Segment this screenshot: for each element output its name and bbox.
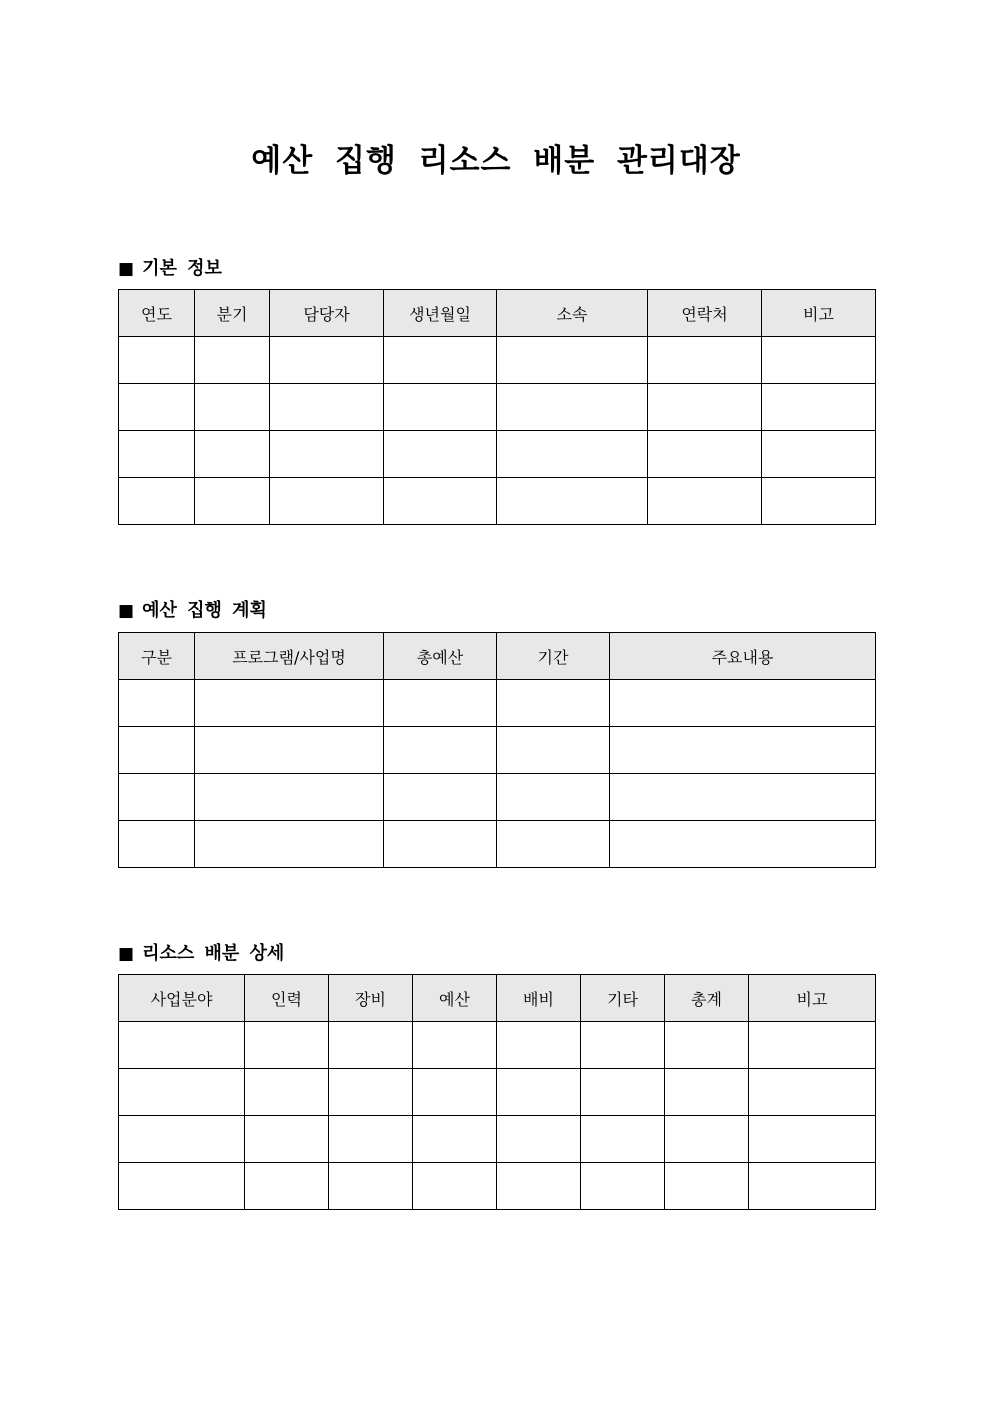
table-cell[interactable] [581, 1116, 665, 1163]
table-cell[interactable] [270, 431, 384, 478]
column-header: 배비 [497, 975, 581, 1022]
table-cell[interactable] [329, 1163, 413, 1210]
table-cell[interactable] [119, 1069, 245, 1116]
table-cell[interactable] [195, 478, 270, 525]
table-cell[interactable] [195, 431, 270, 478]
column-header: 사업분야 [119, 975, 245, 1022]
table-row [119, 1022, 876, 1069]
table-cell[interactable] [497, 1069, 581, 1116]
column-header: 담당자 [270, 290, 384, 337]
table-cell[interactable] [610, 680, 876, 727]
table-cell[interactable] [119, 478, 195, 525]
table-cell[interactable] [610, 821, 876, 868]
table-cell[interactable] [384, 680, 497, 727]
table-row [119, 1116, 876, 1163]
table-row [119, 337, 876, 384]
table-cell[interactable] [329, 1116, 413, 1163]
table-cell[interactable] [497, 431, 648, 478]
table-row [119, 821, 876, 868]
table-cell[interactable] [762, 337, 876, 384]
column-header: 생년월일 [384, 290, 497, 337]
table-cell[interactable] [119, 727, 195, 774]
table-cell[interactable] [119, 431, 195, 478]
section-title: 리소스 배분 상세 [142, 943, 285, 964]
table-cell[interactable] [413, 1116, 497, 1163]
column-header: 총예산 [384, 633, 497, 680]
table-cell[interactable] [581, 1163, 665, 1210]
budget-plan-table [118, 632, 876, 868]
table-cell[interactable] [413, 1163, 497, 1210]
column-header: 기타 [581, 975, 665, 1022]
table-cell[interactable] [329, 1069, 413, 1116]
table-header-row [119, 290, 876, 337]
table-cell[interactable] [749, 1022, 876, 1069]
square-bullet-icon: ■ [118, 944, 135, 964]
table-cell[interactable] [665, 1022, 749, 1069]
table-cell[interactable] [384, 337, 497, 384]
basic-info-table [118, 289, 876, 525]
column-header: 총계 [665, 975, 749, 1022]
table-cell[interactable] [497, 821, 610, 868]
table-cell[interactable] [384, 727, 497, 774]
table-cell[interactable] [195, 774, 384, 821]
table-cell[interactable] [270, 384, 384, 431]
table-cell[interactable] [119, 1022, 245, 1069]
table-cell[interactable] [665, 1163, 749, 1210]
table-row [119, 774, 876, 821]
section-title: 예산 집행 계획 [142, 600, 267, 621]
column-header: 주요내용 [610, 633, 876, 680]
column-header: 비고 [762, 290, 876, 337]
table-cell[interactable] [648, 431, 762, 478]
table-cell[interactable] [245, 1022, 329, 1069]
table-row [119, 478, 876, 525]
table-cell[interactable] [195, 727, 384, 774]
table-cell[interactable] [497, 337, 648, 384]
table-cell[interactable] [762, 478, 876, 525]
table-cell[interactable] [665, 1116, 749, 1163]
table-row [119, 431, 876, 478]
table-cell[interactable] [648, 384, 762, 431]
table-cell[interactable] [384, 821, 497, 868]
table-cell[interactable] [245, 1069, 329, 1116]
table-cell[interactable] [119, 337, 195, 384]
table-cell[interactable] [119, 384, 195, 431]
table-cell[interactable] [497, 774, 610, 821]
column-header: 분기 [195, 290, 270, 337]
column-header: 연락처 [648, 290, 762, 337]
table-cell[interactable] [497, 727, 610, 774]
table-cell[interactable] [384, 774, 497, 821]
table-row [119, 1069, 876, 1116]
resource-detail-table [118, 974, 876, 1210]
table-cell[interactable] [195, 821, 384, 868]
table-cell[interactable] [749, 1163, 876, 1210]
table-header-row [119, 975, 876, 1022]
table-cell[interactable] [581, 1069, 665, 1116]
table-cell[interactable] [119, 1163, 245, 1210]
table-cell[interactable] [119, 1116, 245, 1163]
table-cell[interactable] [119, 680, 195, 727]
page-title: 예산 집행 리소스 배분 관리대장 [251, 143, 741, 179]
table-header-row [119, 633, 876, 680]
table-cell[interactable] [497, 1116, 581, 1163]
table-cell[interactable] [245, 1163, 329, 1210]
section-title: 기본 정보 [142, 258, 222, 279]
table-cell[interactable] [762, 431, 876, 478]
table-cell[interactable] [497, 680, 610, 727]
table-cell[interactable] [610, 727, 876, 774]
table-cell[interactable] [195, 680, 384, 727]
table-cell[interactable] [497, 478, 648, 525]
column-header: 예산 [413, 975, 497, 1022]
table-cell[interactable] [270, 478, 384, 525]
column-header: 구분 [119, 633, 195, 680]
table-cell[interactable] [497, 1022, 581, 1069]
table-cell[interactable] [648, 478, 762, 525]
table-row [119, 384, 876, 431]
square-bullet-icon: ■ [118, 259, 135, 279]
table-cell[interactable] [648, 337, 762, 384]
column-header: 인력 [245, 975, 329, 1022]
table-cell[interactable] [413, 1069, 497, 1116]
table-cell[interactable] [195, 384, 270, 431]
table-row [119, 727, 876, 774]
table-cell[interactable] [497, 384, 648, 431]
section-heading-resource-detail [118, 939, 284, 965]
table-cell[interactable] [749, 1116, 876, 1163]
column-header: 장비 [329, 975, 413, 1022]
table-cell[interactable] [665, 1069, 749, 1116]
column-header: 비고 [749, 975, 876, 1022]
section-heading-budget-plan [118, 596, 267, 622]
table-cell[interactable] [384, 478, 497, 525]
table-cell[interactable] [270, 337, 384, 384]
table-cell[interactable] [749, 1069, 876, 1116]
table-cell[interactable] [329, 1022, 413, 1069]
table-cell[interactable] [119, 774, 195, 821]
table-row [119, 1163, 876, 1210]
table-cell[interactable] [119, 821, 195, 868]
table-cell[interactable] [384, 431, 497, 478]
table-row [119, 680, 876, 727]
section-heading-basic-info [118, 254, 222, 280]
column-header: 연도 [119, 290, 195, 337]
table-cell[interactable] [762, 384, 876, 431]
table-cell[interactable] [245, 1116, 329, 1163]
table-cell[interactable] [413, 1022, 497, 1069]
table-cell[interactable] [610, 774, 876, 821]
column-header: 소속 [497, 290, 648, 337]
table-cell[interactable] [497, 1163, 581, 1210]
table-cell[interactable] [384, 384, 497, 431]
square-bullet-icon: ■ [118, 601, 135, 621]
column-header: 기간 [497, 633, 610, 680]
column-header: 프로그램/사업명 [195, 633, 384, 680]
table-cell[interactable] [195, 337, 270, 384]
table-cell[interactable] [581, 1022, 665, 1069]
